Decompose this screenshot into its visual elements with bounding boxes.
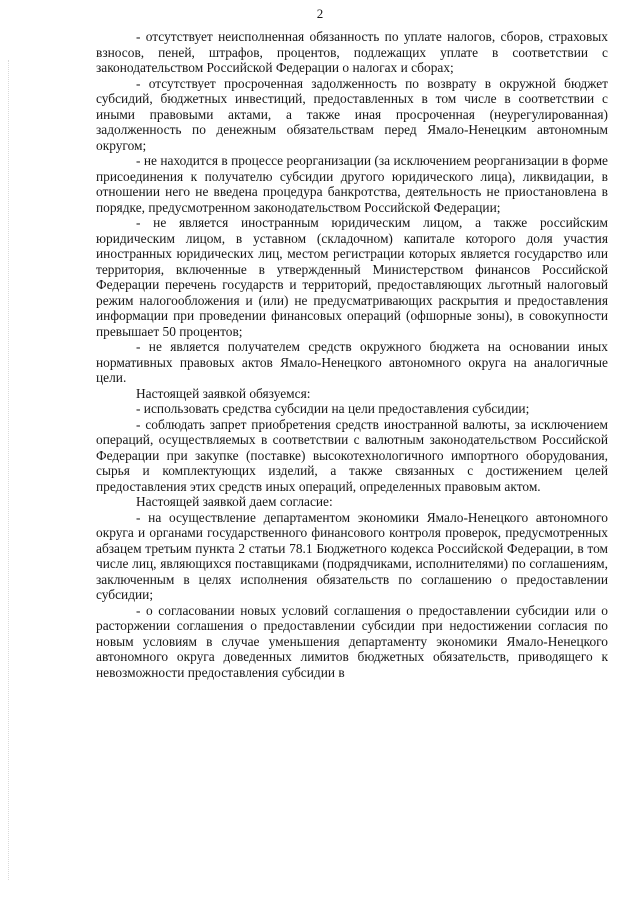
paragraph-consent-heading: Настоящей заявкой даем согласие: — [136, 494, 333, 509]
paragraph-currency-ban: - соблюдать запрет приобретения средств иностранной валюты, за исключением операций, осуществляемых в соответствии с валютным законодательством Российской Федерации при закупке (поставке) высокотехнологичного импортного оборудования, сырья и комплектующих изделий, а также связанных с достижением целей предоставления этих средств иных операций, определенных правовым актом. — [96, 416, 608, 494]
document-body — [96, 29, 608, 680]
paragraph-not-budget-recipient: - не является получателем средств окружного бюджета на основании иных нормативных правовых актов Ямало-Ненецкого автономного округа на аналогичные цели. — [96, 339, 608, 385]
paragraph-use-subsidy: - использовать средства субсидии на цели предоставления субсидии; — [136, 401, 530, 416]
paragraph-consent-new-terms: - о согласовании новых условий соглашения о предоставлении субсидии или о расторжении соглашения о предоставлении субсидии при недостижении согласия по новым условиям в случае уменьшения департаменту экономики Ямало-Ненецкого автономного округа доведенных лимитов бюджетных обязательств, приводящего к невозможности предоставления субсидии в — [96, 602, 608, 680]
paragraph-no-tax-debt: - отсутствует неисполненная обязанность по уплате налогов, сборов, страховых взносов, пеней, штрафов, процентов, подлежащих уплате в соответствии с законодательством Российской Федерации о налогах и сборах; — [96, 29, 608, 75]
paragraph-not-foreign-entity: - не является иностранным юридическим лицом, а также российским юридическим лицом, в уставном (складочном) капитале которого доля участия иностранных юридических лиц, местом регистрации которых является государство или территория, включенные в утвержденный Министерством финансов Российской Федерации перечень государств и территорий, предоставляющих льготный налоговый режим налогообложения и (или) не предусматривающих раскрытия и предоставления информации при проведении финансовых операций (офшорные зоны), в совокупности превышает 50 процентов; — [96, 215, 608, 339]
paragraph-not-reorganizing: - не находится в процессе реорганизации (за исключением реорганизации в форме присоединения к получателю субсидии другого юридического лица), ликвидации, в отношении него не введена процедура банкротства, деятельность не приостановлена в порядке, предусмотренном законодательством Российской Федерации; — [96, 153, 608, 215]
scan-margin-marks — [8, 60, 13, 880]
paragraph-no-overdue-debt: - отсутствует просроченная задолженность по возврату в окружной бюджет субсидий, бюджетных инвестиций, предоставленных в том числе в соответствии с иными правовыми актами, а также иная просроченная (неурегулированная) задолженность по денежным обязательствам перед Ямало-Ненецким автономным округом; — [96, 75, 608, 153]
paragraph-consent-inspections: - на осуществление департаментом экономики Ямало-Ненецкого автономного округа и органами государственного финансового контроля проверок, предусмотренных абзацем третьим пункта 2 статьи 78.1 Бюджетного кодекса Российской Федерации, в том числе лиц, являющихся поставщиками (подрядчиками, исполнителями) по соглашениям, заключенным в целях исполнения обязательств по соглашению о предоставлении субсидии; — [96, 509, 608, 602]
page-number: 2 — [316, 6, 324, 21]
paragraph-obligations-heading: Настоящей заявкой обязуемся: — [136, 385, 311, 401]
